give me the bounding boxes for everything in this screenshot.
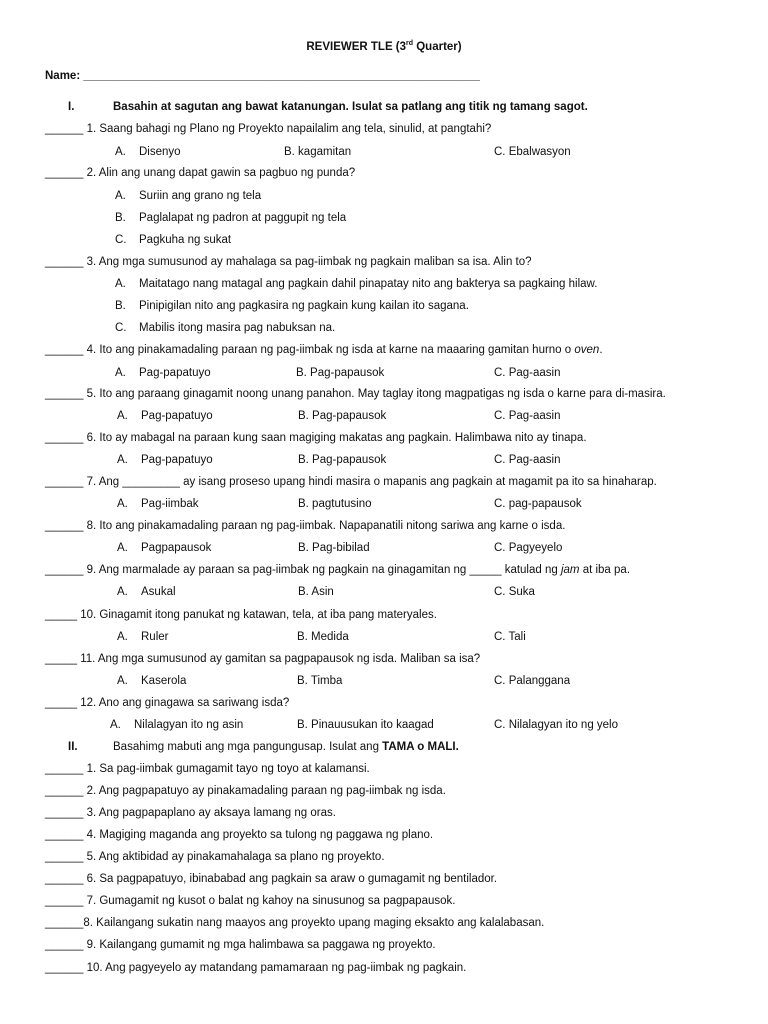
option-letter: A. [115, 278, 126, 290]
question-11 [45, 653, 480, 665]
question-text: 9. Ang marmalade ay paraan sa pag-iimbak ng pagkain na ginagamitan ng _____ katulad ng [86, 564, 561, 576]
question-12 [45, 697, 289, 709]
option-c: C. Palanggana [494, 675, 571, 687]
answer-blank[interactable]: _____ [45, 653, 77, 665]
option-a [117, 586, 176, 598]
option-a [115, 278, 597, 290]
option-text: Pag-papatuyo [141, 410, 213, 422]
document-title [0, 40, 768, 53]
answer-blank[interactable]: ______ [45, 851, 84, 863]
option-text: Pag-papatuyo [141, 454, 213, 466]
question-text: 12. Ano ang ginagawa sa sariwang isda? [80, 697, 290, 709]
option-letter: B. [115, 212, 126, 224]
question-2 [45, 167, 355, 179]
question-4 [45, 344, 603, 356]
option-letter: A. [117, 454, 128, 466]
answer-blank[interactable]: ______ [45, 520, 84, 532]
option-letter: A. [117, 410, 128, 422]
option-b: B. Medida [297, 631, 349, 643]
question-7 [45, 476, 657, 488]
option-a [115, 367, 211, 379]
answer-blank[interactable]: ______ [45, 917, 84, 929]
option-c [115, 234, 231, 246]
title-superscript: rd [406, 40, 414, 47]
question-text: 3. Ang mga sumusunod ay mahalaga sa pag-iimbak ng pagkain maliban sa isa. Alin to? [86, 256, 532, 268]
option-a [117, 675, 186, 687]
option-text: Maitatago nang matagal ang pagkain dahil pinapatay nito ang bakterya sa pagkaing hilaw. [139, 278, 598, 290]
option-text: Pagpapausok [141, 542, 212, 554]
option-b: B. Pag-bibilad [298, 542, 370, 554]
option-text: Mabilis itong masira pag nabuksan na. [139, 322, 336, 334]
statement-text: 2. Ang pagpapatuyo ay pinakamadaling paraan ng pag-iimbak ng isda. [86, 785, 446, 797]
option-c: C. Pag-aasin [494, 410, 561, 422]
statement-4 [45, 829, 433, 841]
option-a [117, 631, 168, 643]
question-3 [45, 256, 532, 268]
statement-8 [45, 917, 544, 929]
answer-blank[interactable]: ______ [45, 344, 84, 356]
option-text: Disenyo [139, 146, 181, 158]
option-c: C. Tali [494, 631, 526, 643]
question-text: 7. Ang _________ ay isang proseso upang hindi masira o mapanis ang pagkain at magamit pa ito sa hinaharap. [86, 476, 657, 488]
option-text: Nilalagyan ito ng asin [134, 719, 244, 731]
option-a [117, 542, 211, 554]
option-text: Pag-papatuyo [139, 367, 211, 379]
section-2-number: II. [68, 741, 78, 753]
option-letter: A. [115, 146, 126, 158]
option-b: B. Timba [297, 675, 343, 687]
question-1 [45, 123, 491, 135]
option-text: Pagkuha ng sukat [139, 234, 232, 246]
option-b: B. Pag-papausok [296, 367, 385, 379]
section-2-instruction-bold: TAMA o MALI. [382, 741, 459, 753]
option-b: B. pagtutusino [298, 498, 372, 510]
option-b [115, 300, 469, 312]
section-2-heading [68, 741, 459, 753]
question-text: 6. Ito ay mabagal na paraan kung saan magiging makatas ang pagkain. Halimbawa nito ay tinapa. [86, 432, 587, 444]
option-letter: A. [117, 675, 128, 687]
section-1-instruction: Basahin at sagutan ang bawat katanungan. Isulat sa patlang ang titik ng tamang sagot. [113, 101, 588, 113]
answer-blank[interactable]: ______ [45, 564, 84, 576]
option-a [115, 190, 261, 202]
option-c: C. pag-papausok [494, 498, 582, 510]
option-a [110, 719, 243, 731]
option-text: Ruler [141, 631, 169, 643]
option-letter: A. [117, 631, 128, 643]
question-6 [45, 432, 587, 444]
option-letter: A. [117, 586, 128, 598]
option-letter: A. [117, 498, 128, 510]
statement-text: 1. Sa pag-iimbak gumagamit tayo ng toyo at kalamansi. [86, 763, 370, 775]
answer-blank[interactable]: ______ [45, 785, 84, 797]
statement-9 [45, 939, 436, 951]
statement-5 [45, 851, 385, 863]
option-a [115, 146, 181, 158]
question-text: 10. Ginagamit itong panukat ng katawan, tela, at iba pang materyales. [80, 609, 437, 621]
option-c: C. Ebalwasyon [494, 146, 571, 158]
option-letter: B. [115, 300, 126, 312]
answer-blank[interactable]: ______ [45, 388, 84, 400]
option-a [117, 498, 199, 510]
statement-3 [45, 807, 336, 819]
option-text: Kaserola [141, 675, 187, 687]
statement-1 [45, 763, 370, 775]
option-text: Suriin ang grano ng tela [139, 190, 262, 202]
statement-7 [45, 895, 455, 907]
option-c: C. Suka [494, 586, 535, 598]
answer-blank[interactable]: ______ [45, 763, 84, 775]
statement-10 [45, 962, 466, 974]
answer-blank[interactable]: ______ [45, 123, 84, 135]
option-c: C. Nilalagyan ito ng yelo [494, 719, 619, 731]
option-letter: A. [115, 367, 126, 379]
answer-blank[interactable]: ______ [45, 432, 84, 444]
title-text: REVIEWER TLE (3 [306, 40, 407, 53]
statement-text: 7. Gumagamit ng kusot o balat ng kahoy na sinusunog sa pagpapausok. [86, 895, 456, 907]
option-b: B. kagamitan [284, 146, 352, 158]
question-text-end: . [599, 344, 603, 356]
question-text: 11. Ang mga sumusunod ay gamitan sa pagpapausok ng isda. Maliban sa isa? [80, 653, 481, 665]
option-text: Pag-iimbak [141, 498, 199, 510]
question-text-end: at iba pa. [579, 564, 631, 576]
option-text: Asukal [141, 586, 176, 598]
question-5 [45, 388, 666, 400]
statement-text: 9. Kailangang gumamit ng mga halimbawa sa paggawa ng proyekto. [86, 939, 436, 951]
statement-text: 10. Ang pagyeyelo ay matandang pamamaraan ng pag-iimbak ng pagkain. [86, 962, 467, 974]
question-text: 4. Ito ang pinakamadaling paraan ng pag-iimbak ng isda at karne na maaaring gamitan hurno o [86, 344, 575, 356]
question-text: 5. Ito ang paraang ginagamit noong unang panahon. May taglay itong magpatigas ng isda o karne para di-masira. [86, 388, 666, 400]
option-text: Pinipigilan nito ang pagkasira ng pagkain kung kailan ito sagana. [139, 300, 469, 312]
name-field[interactable]: Name: ______________________________________________________________ [45, 70, 480, 82]
statement-text: 5. Ang aktibidad ay pinakamahalaga sa plano ng proyekto. [86, 851, 385, 863]
answer-blank[interactable]: ______ [45, 167, 84, 179]
statement-6 [45, 873, 497, 885]
answer-blank[interactable]: ______ [45, 873, 84, 885]
option-letter: A. [110, 719, 121, 731]
answer-blank[interactable]: ______ [45, 256, 84, 268]
answer-blank[interactable]: _____ [45, 697, 77, 709]
answer-blank[interactable]: _____ [45, 609, 77, 621]
option-letter: A. [117, 542, 128, 554]
answer-blank[interactable]: ______ [45, 895, 84, 907]
option-a [117, 454, 213, 466]
statement-text: 3. Ang pagpapaplano ay aksaya lamang ng oras. [86, 807, 336, 819]
statement-text: 8. Kailangang sukatin nang maayos ang proyekto upang maging eksakto ang kalalabasan. [83, 917, 545, 929]
question-10 [45, 609, 437, 621]
section-1-heading [68, 101, 588, 113]
option-text: Paglalapat ng padron at paggupit ng tela [139, 212, 347, 224]
statement-text: 6. Sa pagpapatuyo, ibinababad ang pagkain sa araw o gumagamit ng bentilador. [86, 873, 498, 885]
option-c: C. Pagyeyelo [494, 542, 563, 554]
question-text: 2. Alin ang unang dapat gawin sa pagbuo ng punda? [86, 167, 356, 179]
answer-blank[interactable]: ______ [45, 829, 84, 841]
option-b: B. Pag-papausok [298, 410, 387, 422]
question-text: 8. Ito ang pinakamadaling paraan ng pag-iimbak. Napapanatili nitong sariwa ang karne o isda. [86, 520, 566, 532]
option-letter: C. [115, 322, 127, 334]
option-b: B. Asin [298, 586, 334, 598]
answer-blank[interactable]: ______ [45, 939, 84, 951]
option-b: B. Pag-papausok [298, 454, 387, 466]
option-a [117, 410, 213, 422]
option-b: B. Pinauusukan ito kaagad [297, 719, 434, 731]
section-1-number: I. [68, 101, 75, 113]
question-8 [45, 520, 565, 532]
option-c: C. Pag-aasin [494, 367, 561, 379]
question-text: 1. Saang bahagi ng Plano ng Proyekto napailalim ang tela, sinulid, at pangtahi? [86, 123, 492, 135]
question-9 [45, 564, 630, 576]
title-text-end: Quarter) [413, 40, 462, 53]
option-letter: A. [115, 190, 126, 202]
question-term: oven [574, 344, 600, 356]
statement-2 [45, 785, 446, 797]
answer-blank[interactable]: ______ [45, 807, 84, 819]
statement-text: 4. Magiging maganda ang proyekto sa tulong ng paggawa ng plano. [86, 829, 434, 841]
answer-blank[interactable]: ______ [45, 962, 84, 974]
section-2-instruction: Basahimg mabuti ang mga pangungusap. Isulat ang [113, 741, 383, 753]
answer-blank[interactable]: ______ [45, 476, 84, 488]
question-term: jam [560, 564, 580, 576]
option-b [115, 212, 346, 224]
option-letter: C. [115, 234, 127, 246]
option-c [115, 322, 335, 334]
option-c: C. Pag-aasin [494, 454, 561, 466]
